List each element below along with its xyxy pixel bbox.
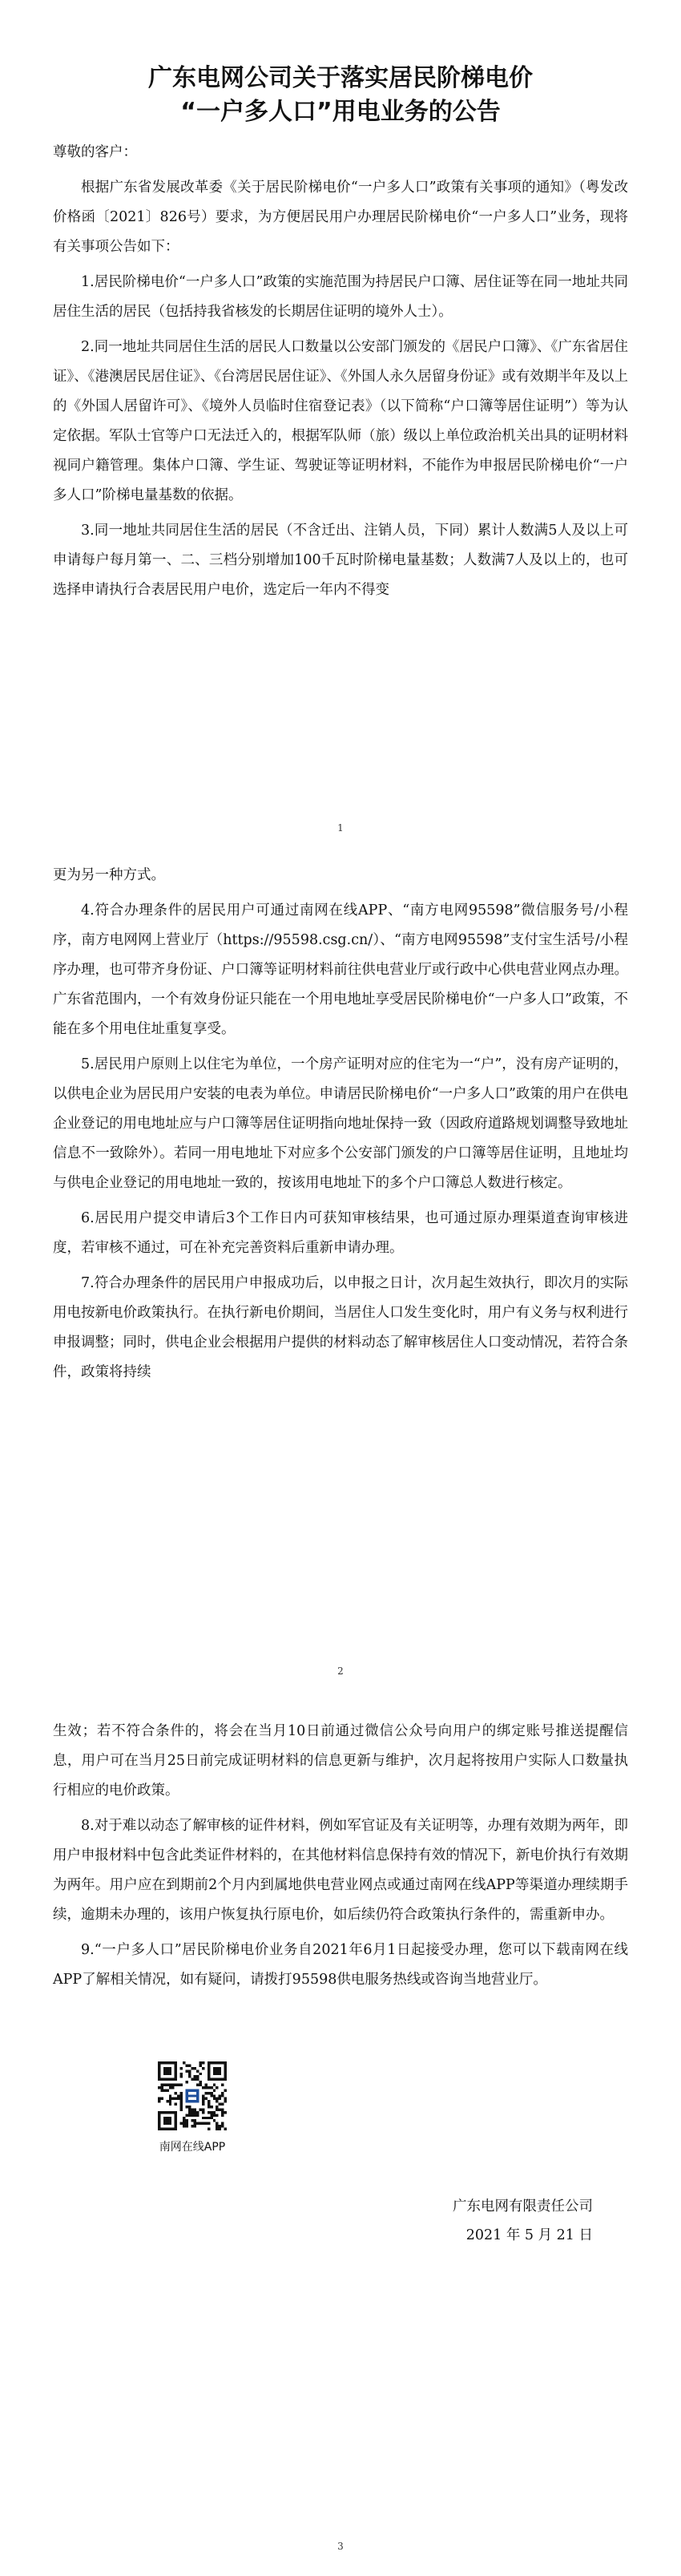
paragraph-item-1: 1.居民阶梯电价“一户多人口”政策的实施范围为持居民户口簿、居住证等在同一地址共同居住生活的居民（包括持我省核发的长期居住证明的境外人士）。 — [53, 274, 628, 320]
page-3-body — [53, 1717, 628, 2001]
page-1-body — [53, 138, 628, 611]
paragraph-item-6: 6.居民用户提交申请后3个工作日内可获知审核结果，也可通过原办理渠道查询审核进度，若审核不通过，可在补充完善资料后重新申请办理。 — [53, 1210, 628, 1256]
paragraph-item-5: 5.居民用户原则上以住宅为单位，一个房产证明对应的住宅为一“户”，没有房产证明的，以供电企业为居民用户安装的电表为单位。申请居民阶梯电价“一户多人口”政策的用户在供电企业登记的用电地址应与户口簿等居住证明指向地址保持一致（因政府道路规划调整导致地址信息不一致除外）。若同一用电地址下对应多个公安部门颁发的户口簿等居住证明，且地址均与供电企业登记的用电地址一致的，按该用电地址下的多个户口簿总人数进行核定。 — [53, 1056, 628, 1191]
paragraph-item-4: 4.符合办理条件的居民用户可通过南网在线APP、“南方电网95598”微信服务号/小程序，南方电网网上营业厅（https://95598.csg.cn/）、“南方电网95598”支付宝生活号/小程序办理，也可带齐身份证、户口簿等证明材料前往供电营业厅或行政中心供电营业网点办理。广东省范围内，一个有效身份证只能在一个用电地址享受居民阶梯电价“一户多人口”政策，不能在多个用电住址重复享受。 — [53, 902, 628, 1037]
paragraph-item-8: 8.对于难以动态了解审核的证件材料，例如军官证及有关证明等，办理有效期为两年，即用户申报材料中包含此类证件材料的，在其他材料信息保持有效的情况下，新电价执行有效期为两年。用户应在到期前2个月内到属地供电营业网点或通过南网在线APP等渠道办理续期手续，逾期未办理的，该用户恢复执行原电价，如后续仍符合政策执行条件的，需重新申办。 — [53, 1818, 628, 1923]
signature-block — [453, 2192, 593, 2250]
app-qr-block — [152, 2061, 232, 2154]
document-title-line-1: 广东电网公司关于落实居民阶梯电价 — [148, 64, 533, 92]
page-3 — [0, 1699, 681, 2576]
document-title-line-2: “一户多人口”用电业务的公告 — [180, 98, 501, 126]
qr-label: 南网在线APP — [159, 2141, 226, 2154]
paragraph-item-3-start: 3.同一地址共同居住生活的居民（不含迁出、注销人员，下同）累计人数满5人及以上可申请每户每月第一、二、三档分别增加100千瓦时阶梯电量基数；人数满7人及以上的，也可选择申请执行合表居民用户电价，选定后一年内不得变 — [53, 523, 628, 598]
page-number: 1 — [337, 822, 344, 834]
page-1 — [0, 0, 681, 850]
paragraph-intro: 根据广东省发展改革委《关于居民阶梯电价“一户多人口”政策有关事项的通知》（粤发改价格函〔2021〕826号）要求，为方便居民用户办理居民阶梯电价“一户多人口”业务，现将有关事项公告如下： — [53, 180, 628, 255]
paragraph-item-7-start: 7.符合办理条件的居民用户申报成功后，以申报之日计，次月起生效执行，即次月的实际用电按新电价政策执行。在执行新电价期间，当居住人口发生变化时，用户有义务与权利进行申报调整；同时，供电企业会根据用户提供的材料动态了解审核居住人口变动情况，若符合条件，政策将持续 — [53, 1275, 628, 1380]
greeting: 尊敬的客户： — [53, 144, 137, 160]
paragraph-item-9: 9.“一户多人口”居民阶梯电价业务自2021年6月1日起接受办理，您可以下载南网在线APP了解相关情况，如有疑问，请拨打95598供电服务热线或咨询当地营业厅。 — [53, 1942, 628, 1988]
paragraph-item-2: 2.同一地址共同居住生活的居民人口数量以公安部门颁发的《居民户口簿》、《广东省居住证》、《港澳居民居住证》、《台湾居民居住证》、《外国人永久居留身份证》或有效期半年及以上的《外国人居留许可》、《境外人员临时住宿登记表》（以下简称“户口簿等居住证明”）等为认定依据。军队士官等户口无法迁入的，根据军队师（旅）级以上单位政治机关出具的证明材料视同户籍管理。集体户口簿、学生证、驾驶证等证明材料，不能作为申报居民阶梯电价“一户多人口”阶梯电量基数的依据。 — [53, 339, 628, 503]
page-number: 3 — [337, 2541, 344, 2552]
signature-date: 2021 年 5 月 21 日 — [465, 2227, 593, 2243]
qr-code-icon[interactable] — [158, 2061, 227, 2130]
paragraph-item-7-end: 生效；若不符合条件的，将会在当月10日前通过微信公众号向用户的绑定账号推送提醒信息，用户可在当月25日前完成证明材料的信息更新与维护，次月起将按用户实际人口数量执行相应的电价政策。 — [53, 1723, 628, 1799]
page-2 — [0, 850, 681, 1699]
signature-organization: 广东电网有限责任公司 — [453, 2198, 593, 2215]
page-2-body — [53, 861, 628, 1393]
page-number: 2 — [337, 1666, 344, 1677]
paragraph-item-3-end: 更为另一种方式。 — [53, 867, 165, 883]
